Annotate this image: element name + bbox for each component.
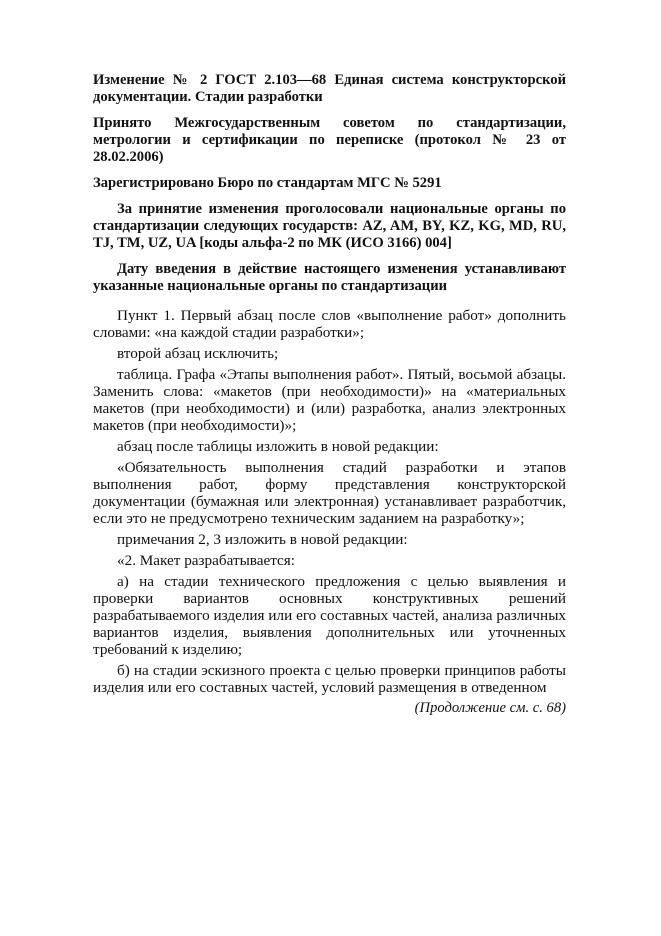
continuation-note: (Продолжение см. с. 68)	[414, 700, 566, 716]
paragraph-6: примечания 2, 3 изложить в новой редакции:	[117, 531, 408, 548]
registration-note: Зарегистрировано Бюро по стандартам МГС № 5291	[93, 175, 442, 191]
amendment-title: Изменение № 2 ГОСТ 2.103—68 Единая система конструкторской документации. Стадии разработки	[93, 72, 566, 105]
paragraph-1: Пункт 1. Первый абзац после слов «выполнение работ» дополнить словами: «на каждой стадии разработки»;	[93, 307, 566, 341]
effective-date-note: Дату введения в действие настоящего изменения устанавливают указанные национальные органы по стандартизации	[93, 261, 566, 294]
paragraph-4: абзац после таблицы изложить в новой редакции:	[117, 438, 439, 455]
paragraph-2: второй абзац исключить;	[117, 345, 279, 362]
paragraph-9: б) на стадии эскизного проекта с целью проверки принципов работы изделия или его составных частей, условий размещения в отведенном	[93, 662, 566, 696]
document-page	[93, 72, 566, 717]
paragraph-3: таблица. Графа «Этапы выполнения работ». Пятый, восьмой абзацы. Заменить слова: «макетов (при необходимости)» на «материальных макетов (при необходимости) и (или) разработка, анализ электронных макетов (при необходимости)»;	[93, 366, 566, 434]
voting-note: За принятие изменения проголосовали национальные органы по стандартизации следующих государств: AZ, AM, BY, KZ, KG, MD, RU, TJ, TM, UZ, UA [коды альфа-2 по МК (ИСО 3166) 004]	[93, 201, 566, 251]
paragraph-8: а) на стадии технического предложения с целью выявления и проверки вариантов основных конструктивных решений разрабатываемого изделия или его составных частей, анализа различных вариантов изделия, выявления дополнительных или уточненных требований к изделию;	[93, 573, 566, 658]
paragraph-5: «Обязательность выполнения стадий разработки и этапов выполнения работ, форму представления конструкторской документации (бумажная или электронная) устанавливает разработчик, если это не предусмотрено техническим заданием на разработку»;	[93, 459, 566, 527]
adoption-note: Принято Межгосударственным советом по стандартизации, метрологии и сертификации по переписке (протокол № 23 от 28.02.2006)	[93, 115, 566, 165]
paragraph-7: «2. Макет разрабатывается:	[117, 552, 296, 569]
